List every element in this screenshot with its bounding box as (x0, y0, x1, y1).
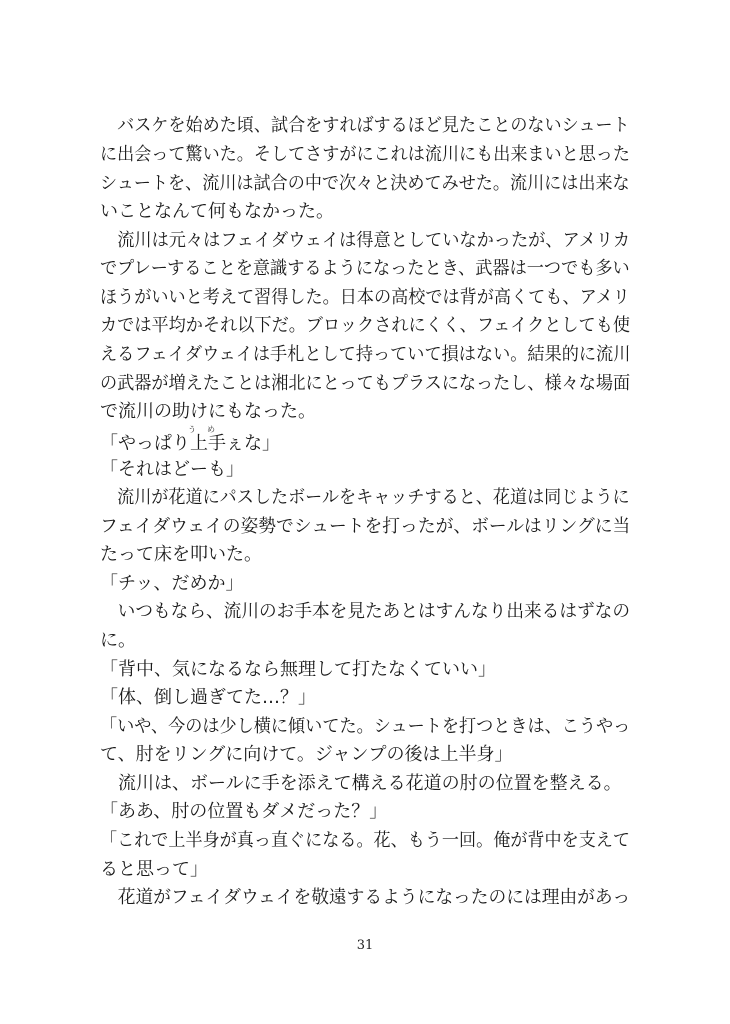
text-line: 流川が花道にパスしたボールをキャッチすると、花道は同じように (100, 487, 630, 508)
text-line: に出会って驚いた。そしてさすがにこれは流川にも出来まいと思った (100, 144, 630, 165)
text-line: たって床を叩いた。 (100, 544, 262, 565)
text-line: 流川は、ボールに手を添えて構える花道の肘の位置を整える。 (100, 773, 622, 794)
text-line: バスケを始めた頃、試合をすればするほど見たことのないシュート (100, 115, 630, 136)
text-line: て、肘をリングに向けて。ジャンプの後は上半身」 (100, 744, 513, 765)
text-line: えるフェイダウェイは手札として持っていて損はない。結果的に流川 (100, 344, 631, 365)
text-line: 「いや、今のは少し横に傾いてた。シュートを打つときは、こうやっ (100, 716, 631, 737)
text-line: いことなんて何もなかった。 (100, 201, 334, 222)
page-number: 31 (356, 938, 374, 953)
text-line: 「それはどーも」 (100, 459, 244, 480)
text-line: 「チッ、だめか」 (100, 573, 244, 594)
text-line: 花道がフェイダウェイを敬遠するようになったのには理由があっ (100, 887, 631, 908)
text-line: でプレーすることを意識するようになったとき、武器は一つでも多い (100, 258, 630, 279)
text-line: シュートを、流川は試合の中で次々と決めてみせた。流川には出来な (100, 173, 630, 194)
text-line: 「やっぱり上手ぇな」 (100, 433, 280, 454)
text-line: いつもなら、流川のお手本を見たあとはすんなり出来るはずなの (100, 601, 630, 622)
text-line: に。 (100, 630, 136, 651)
text-line: の武器が増えたことは湘北にとってもプラスになったし、様々な場面 (100, 373, 631, 394)
text-line: 「体、倒し過ぎてた…？」 (100, 687, 316, 708)
text-line: ほうがいいと考えて習得した。日本の高校では背が高くても、アメリ (100, 287, 630, 308)
text-line: 「これで上半身が真っ直ぐになる。花、もう一回。俺が背中を支えて (100, 830, 630, 851)
text-line: ると思って」 (100, 859, 208, 880)
text-line: フェイダウェイの姿勢でシュートを打ったが、ボールはリングに当 (100, 516, 631, 537)
ruby-reading: め (207, 425, 215, 434)
text-line: で流川の助けにもなった。 (100, 401, 316, 422)
text-line: 流川は元々はフェイダウェイは得意としていなかったが、アメリカ (100, 230, 631, 251)
text-line: 「ああ、肘の位置もダメだった？」 (100, 801, 388, 822)
text-line: 「背中、気になるなら無理して打たなくていい」 (100, 659, 496, 680)
text-line: カでは平均かそれ以下だ。ブロックされにくく、フェイクとしても使 (100, 315, 631, 336)
ruby-reading: う (188, 425, 196, 434)
